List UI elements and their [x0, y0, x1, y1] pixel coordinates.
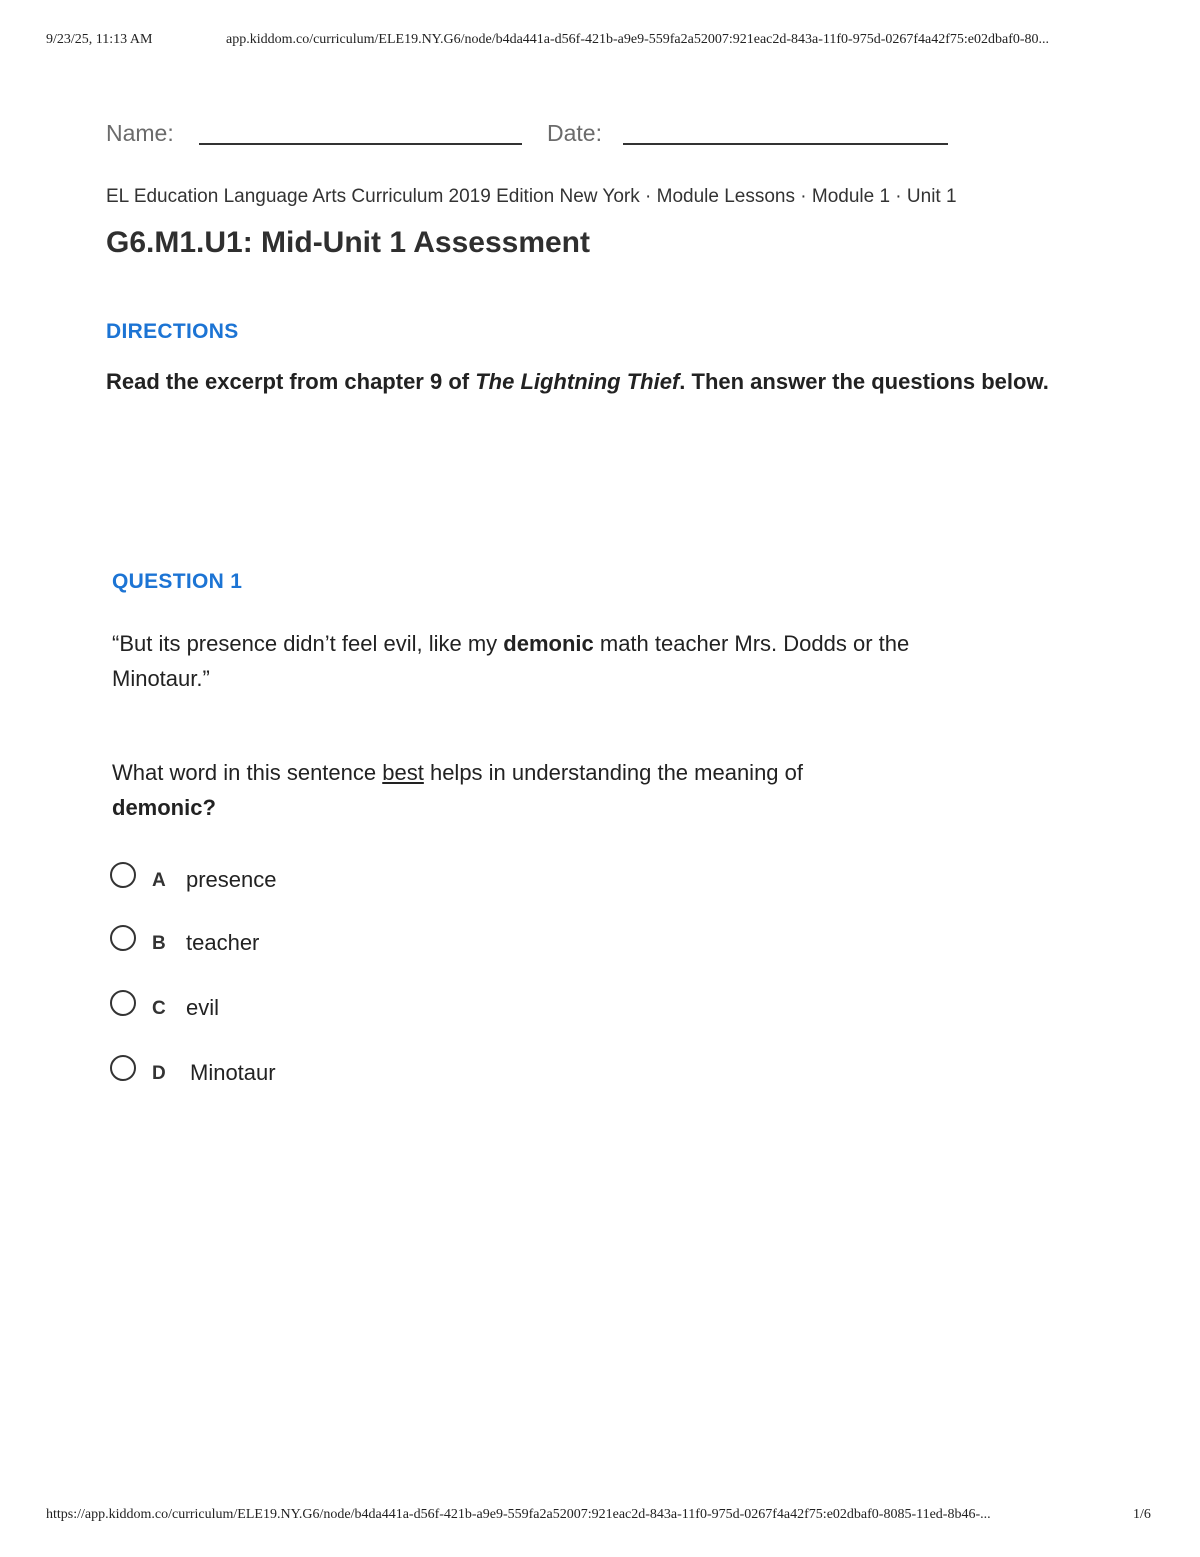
- radio-button-d[interactable]: [110, 1055, 136, 1081]
- question-1-heading: QUESTION 1: [112, 570, 243, 593]
- answer-option-d[interactable]: [110, 1055, 430, 1089]
- page-number: 1/6: [1133, 1507, 1151, 1522]
- name-label: Name:: [106, 120, 174, 146]
- date-line: [623, 143, 948, 145]
- directions-text-after: . Then answer the questions below.: [679, 369, 1049, 394]
- question-1-prompt: [112, 755, 972, 825]
- directions-heading: DIRECTIONS: [106, 320, 239, 343]
- print-header-url: app.kiddom.co/curriculum/ELE19.NY.G6/node/b4da441a-d56f-421b-a9e9-559fa2a52007:921eac2d-843a-11f0-975d-0267f4a42f75:e02dbaf0-80...: [226, 32, 1050, 47]
- radio-button-a[interactable]: [110, 862, 136, 888]
- prompt-underlined-word: best: [382, 760, 424, 785]
- quote-before: “But its presence didn’t feel evil, like my: [112, 631, 504, 656]
- radio-button-b[interactable]: [110, 925, 136, 951]
- directions-text: [106, 364, 1096, 399]
- prompt-before: What word in this sentence: [112, 760, 383, 785]
- answer-option-b[interactable]: [110, 925, 430, 959]
- quote-bold-word: demonic: [503, 631, 594, 656]
- breadcrumb: EL Education Language Arts Curriculum 2019 Edition New York · Module Lessons · Module 1 · Unit 1: [106, 186, 957, 207]
- option-letter-b: B: [152, 933, 166, 954]
- print-datetime: 9/23/25, 11:13 AM: [46, 32, 153, 47]
- directions-text-before: Read the excerpt from chapter 9 of: [106, 369, 476, 394]
- option-letter-a: A: [152, 870, 166, 891]
- option-text-a: presence: [186, 867, 277, 892]
- print-footer-url: https://app.kiddom.co/curriculum/ELE19.NY.G6/node/b4da441a-d56f-421b-a9e9-559fa2a52007:921eac2d-843a-11f0-975d-0267f4a42f75:e02dbaf0-8085-11ed-8b46-...: [46, 1507, 991, 1522]
- name-line: [199, 143, 522, 145]
- date-label: Date:: [547, 120, 602, 146]
- question-1-quote: [112, 626, 932, 696]
- option-text-d: Minotaur: [190, 1060, 276, 1085]
- book-title: The Lightning Thief: [475, 369, 680, 394]
- page-title: G6.M1.U1: Mid-Unit 1 Assessment: [106, 226, 590, 259]
- quote-after: math teacher Mrs. Dodds or the Minotaur.”: [112, 631, 910, 691]
- name-date-fields: [106, 120, 966, 156]
- answer-option-a[interactable]: [110, 862, 430, 896]
- option-letter-c: C: [152, 998, 166, 1019]
- answer-option-c[interactable]: [110, 990, 430, 1024]
- option-letter-d: D: [152, 1063, 166, 1084]
- option-text-b: teacher: [186, 930, 260, 955]
- option-text-c: evil: [186, 995, 220, 1020]
- prompt-middle: helps in understanding the meaning of: [423, 760, 803, 785]
- radio-button-c[interactable]: [110, 990, 136, 1016]
- prompt-bold-word: demonic?: [112, 795, 216, 820]
